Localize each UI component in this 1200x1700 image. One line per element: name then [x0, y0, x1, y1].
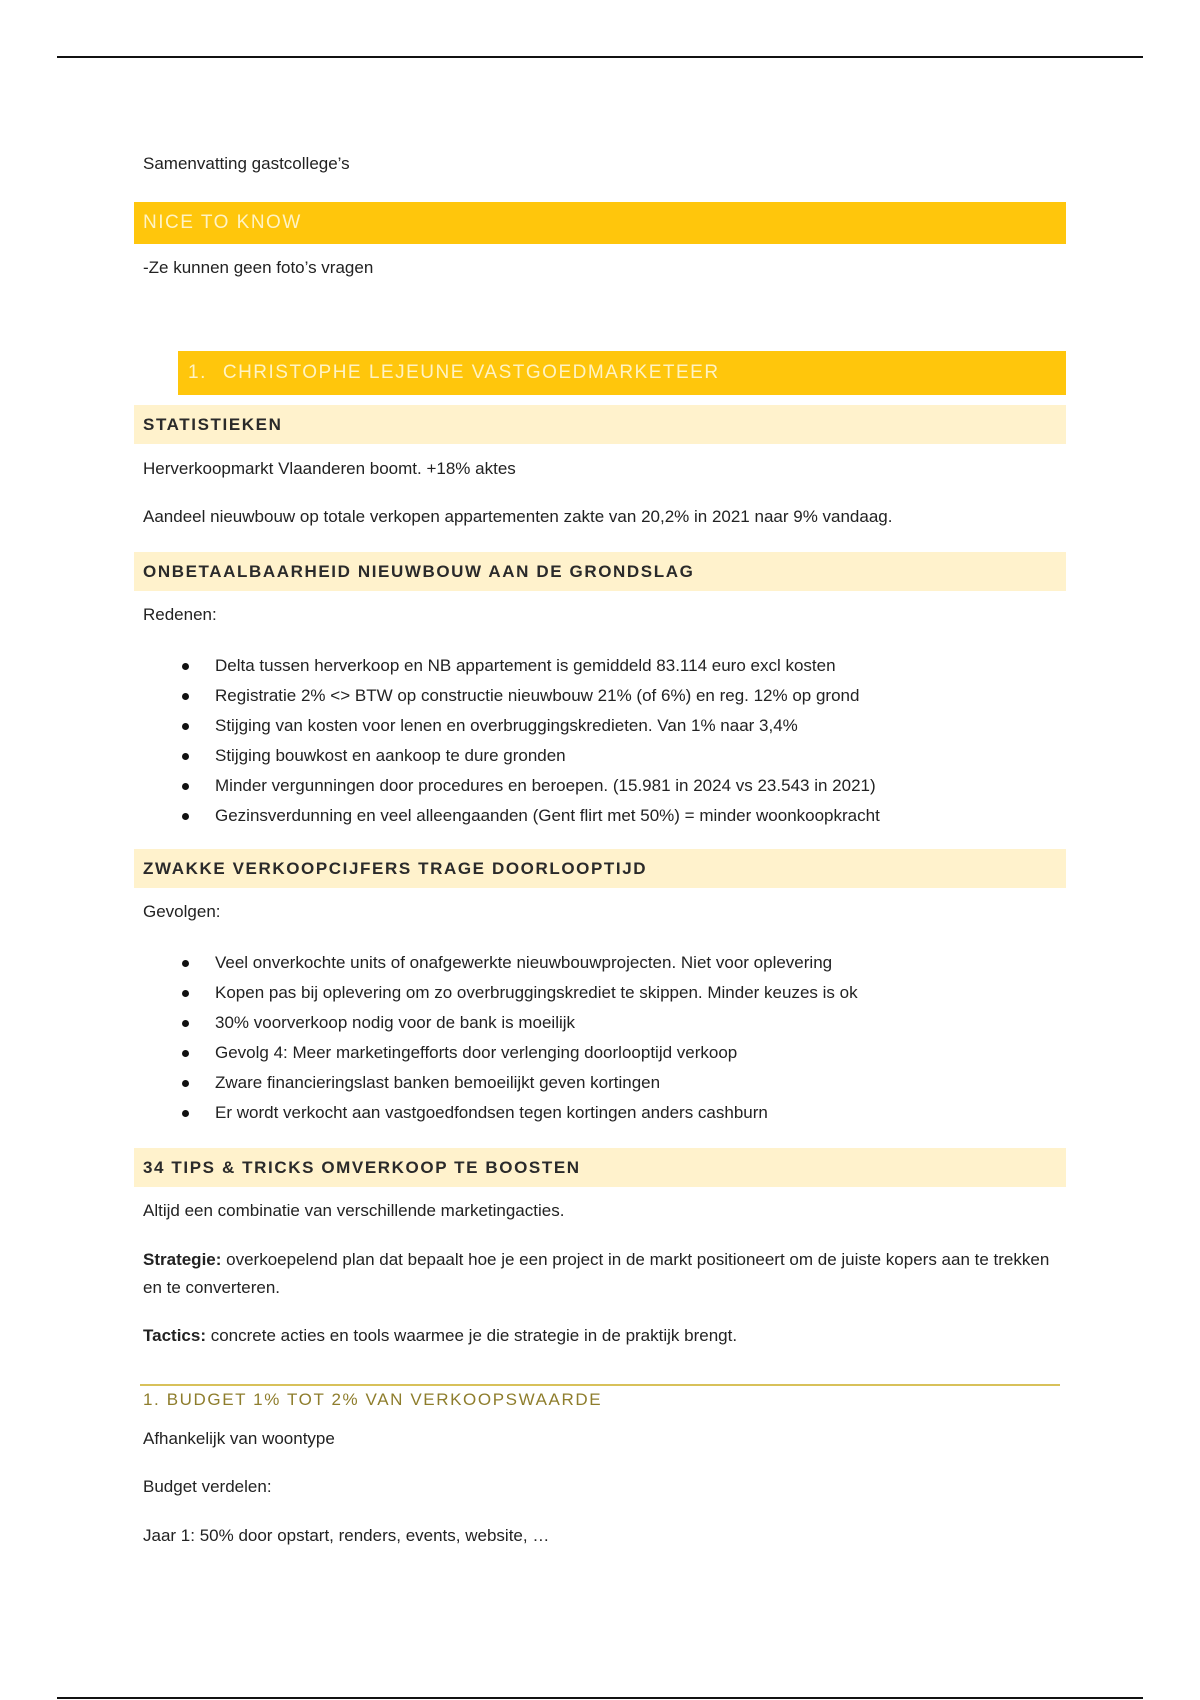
paragraph: Gevolgen: — [143, 902, 221, 921]
paragraph: Budget verdelen: — [143, 1477, 272, 1496]
list-item: Delta tussen herverkoop en NB appartement is gemiddeld 83.114 euro excl kosten — [143, 651, 880, 681]
tactics-label: Tactics: — [143, 1326, 206, 1345]
list-item: Gevolg 4: Meer marketingefforts door verlenging doorlooptijd verkoop — [143, 1038, 858, 1068]
paragraph-tactics — [143, 1322, 1063, 1350]
subheading-budget: 1. BUDGET 1% TOT 2% VAN VERKOOPSWAARDE — [143, 1390, 603, 1409]
nice-to-know-heading-text: NICE TO KNOW — [143, 212, 302, 233]
nice-to-know-heading — [134, 202, 1066, 244]
nice-to-know-text: -Ze kunnen geen foto’s vragen — [143, 258, 374, 277]
paragraph: Herverkoopmarkt Vlaanderen boomt. +18% aktes — [143, 459, 516, 478]
list-item: 30% voorverkoop nodig voor de bank is moeilijk — [143, 1008, 858, 1038]
paragraph: Altijd een combinatie van verschillende marketingacties. — [143, 1201, 565, 1220]
section-heading-text: 34 TIPS & TRICKS OMVERKOOP TE BOOSTEN — [143, 1157, 581, 1177]
list-item: Stijging bouwkost en aankoop te dure gronden — [143, 741, 880, 771]
chapter-title: CHRISTOPHE LEJEUNE VASTGOEDMARKETEER — [222, 362, 720, 383]
paragraph: Jaar 1: 50% door opstart, renders, events, website, … — [143, 1526, 550, 1545]
bullet-list-redenen — [143, 651, 880, 831]
list-item: Er wordt verkocht aan vastgoedfondsen tegen kortingen anders cashburn — [143, 1098, 858, 1128]
bullet-list-gevolgen — [143, 948, 858, 1128]
paragraph: Redenen: — [143, 605, 217, 624]
paragraph-strategie — [143, 1246, 1063, 1302]
list-item: Kopen pas bij oplevering om zo overbruggingskrediet te skippen. Minder keuzes is ok — [143, 978, 858, 1008]
list-item: Veel onverkochte units of onafgewerkte nieuwbouwprojecten. Niet voor oplevering — [143, 948, 858, 978]
chapter-number: 1. — [188, 362, 207, 383]
document-title: Samenvatting gastcollege’s — [143, 154, 350, 173]
section-heading-onbetaalbaarheid — [134, 552, 1066, 591]
paragraph: Afhankelijk van woontype — [143, 1429, 335, 1448]
footer-rule — [57, 1697, 1143, 1699]
section-heading-text: ONBETAALBAARHEID NIEUWBOUW AAN DE GRONDSLAG — [143, 561, 695, 581]
list-item: Minder vergunningen door procedures en beroepen. (15.981 in 2024 vs 23.543 in 2021) — [143, 771, 880, 801]
strategie-label: Strategie: — [143, 1250, 222, 1269]
header-rule — [57, 56, 1143, 58]
list-item: Registratie 2% <> BTW op constructie nieuwbouw 21% (of 6%) en reg. 12% op grond — [143, 681, 880, 711]
section-heading-tips-tricks — [134, 1148, 1066, 1187]
list-item: Zware financieringslast banken bemoeilijkt geven kortingen — [143, 1068, 858, 1098]
paragraph: Aandeel nieuwbouw op totale verkopen appartementen zakte van 20,2% in 2021 naar 9% vandaag. — [143, 507, 893, 526]
section-heading-statistieken — [134, 405, 1066, 444]
list-item: Stijging van kosten voor lenen en overbruggingskredieten. Van 1% naar 3,4% — [143, 711, 880, 741]
chapter-heading — [178, 351, 1066, 395]
section-heading-text: ZWAKKE VERKOOPCIJFERS TRAGE DOORLOOPTIJD — [143, 858, 648, 878]
list-item: Gezinsverdunning en veel alleengaanden (Gent flirt met 50%) = minder woonkoopkracht — [143, 801, 880, 831]
tactics-text: concrete acties en tools waarmee je die strategie in de praktijk brengt. — [206, 1326, 738, 1345]
section-heading-zwakke-verkoopcijfers — [134, 849, 1066, 888]
subheading-rule — [140, 1384, 1060, 1386]
section-heading-text: STATISTIEKEN — [143, 414, 283, 434]
strategie-text: overkoepelend plan dat bepaalt hoe je een project in de markt positioneert om de juiste kopers aan te trekken en te converteren. — [143, 1250, 1050, 1297]
